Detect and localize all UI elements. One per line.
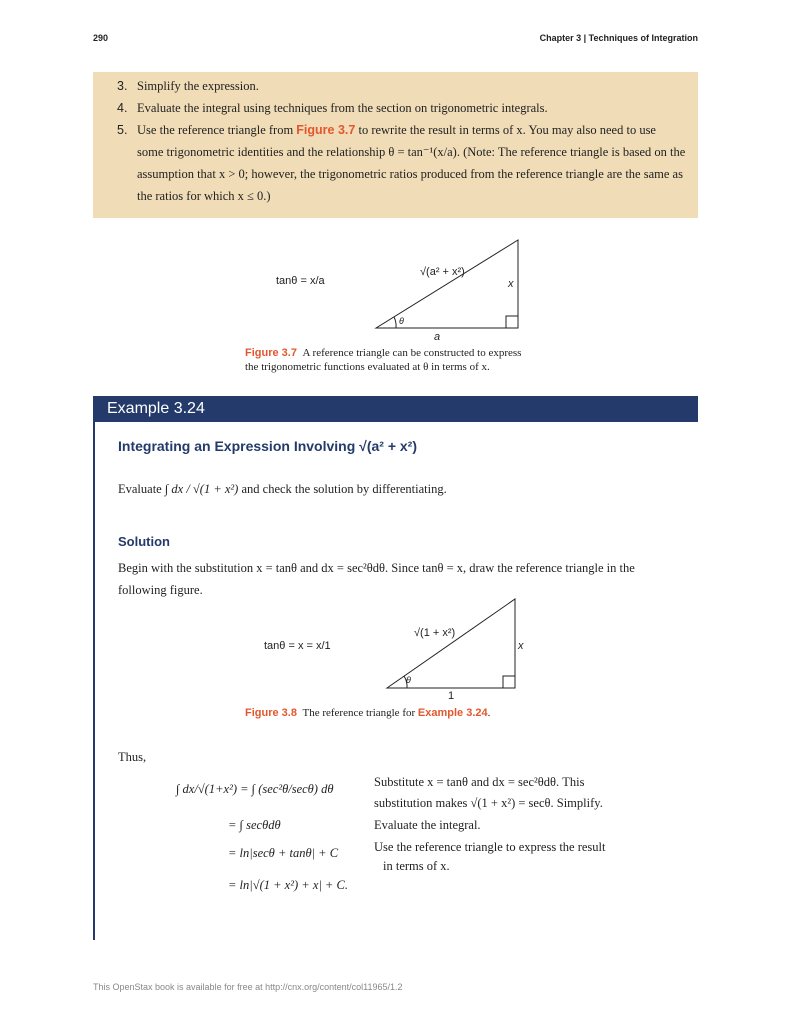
fig37-angle: θ	[399, 316, 404, 326]
fig37-caption: Figure 3.7 A reference triangle can be constructed to express the trigonometric functions evaluated at θ in terms of x.	[245, 347, 522, 373]
derivation-line-1: ∫ dx/√(1+x²) = ∫ (sec²θ/secθ) dθ	[176, 782, 334, 796]
step-3: 3. Simplify the expression.	[117, 79, 259, 93]
example-3-24-link[interactable]: Example 3.24	[417, 707, 488, 719]
step-4: 4. Evaluate the integral using techniques from the section on trigonometric integrals.	[117, 101, 548, 115]
fig38-caption: Figure 3.8 The reference triangle for Example 3.24.	[245, 707, 491, 719]
fig37-equation: tanθ = x/a	[276, 275, 325, 287]
derivation-line-4: = ln|√(1 + x²) + x| + C.	[228, 878, 348, 892]
fig38-angle: θ	[406, 675, 411, 685]
derivation-note-2: Evaluate the integral.	[374, 818, 481, 832]
example-title: Integrating an Expression Involving √(a² + x²)	[118, 438, 418, 454]
chapter-title: Chapter 3 | Techniques of Integration	[539, 33, 698, 43]
fig37-triangle	[370, 235, 530, 345]
fig38-adjacent: 1	[448, 690, 455, 702]
figure-3-7-link[interactable]: Figure 3.7	[296, 123, 356, 137]
solution-text: Begin with the substitution x = tanθ and dx = sec²θdθ. Since tanθ = x, draw the reference triangle in the following figure.	[118, 561, 635, 597]
thus-text: Thus,	[118, 750, 147, 764]
step-5: 5. Use the reference triangle from Figure 3.7 to rewrite the result in terms of x. You may also need to use some trigonometric identities and the relationship θ = tan⁻¹(x/a). (Note: The reference triangle is based on the assumption that x > 0; however, the trigonometric ratios produced from the reference triangle are the same as the ratios for which x ≤ 0.)	[117, 123, 686, 203]
fig38-equation: tanθ = x = x/1	[264, 640, 331, 652]
example-banner: Example 3.24	[93, 396, 698, 422]
example-rule	[93, 422, 95, 940]
fig37-adjacent: a	[434, 331, 441, 343]
page-number: 290	[93, 33, 109, 43]
footer: This OpenStax book is available for free at http://cnx.org/content/col11965/1.2	[93, 982, 403, 992]
fig38-triangle	[383, 595, 523, 695]
fig38-opposite: x	[518, 640, 524, 652]
steps-box	[93, 72, 698, 218]
derivation-line-2: = ∫ secθdθ	[228, 818, 281, 832]
derivation-note-3: Use the reference triangle to express the result in terms of x.	[374, 840, 606, 873]
derivation-line-3: = ln|secθ + tanθ| + C	[228, 846, 339, 860]
fig38-hypotenuse: √(1 + x²)	[414, 627, 456, 639]
example-prompt: Evaluate ∫ dx / √(1 + x²) and check the solution by differentiating.	[118, 482, 447, 496]
prompt-integral: ∫ dx / √(1 + x²)	[164, 482, 239, 496]
fig37-opposite: x	[508, 278, 514, 290]
derivation-note-1: Substitute x = tanθ and dx = sec²θdθ. This substitution makes √(1 + x²) = secθ. Simplify.	[374, 775, 603, 810]
solution-heading: Solution	[118, 534, 170, 549]
fig37-hypotenuse: √(a² + x²)	[420, 266, 465, 278]
